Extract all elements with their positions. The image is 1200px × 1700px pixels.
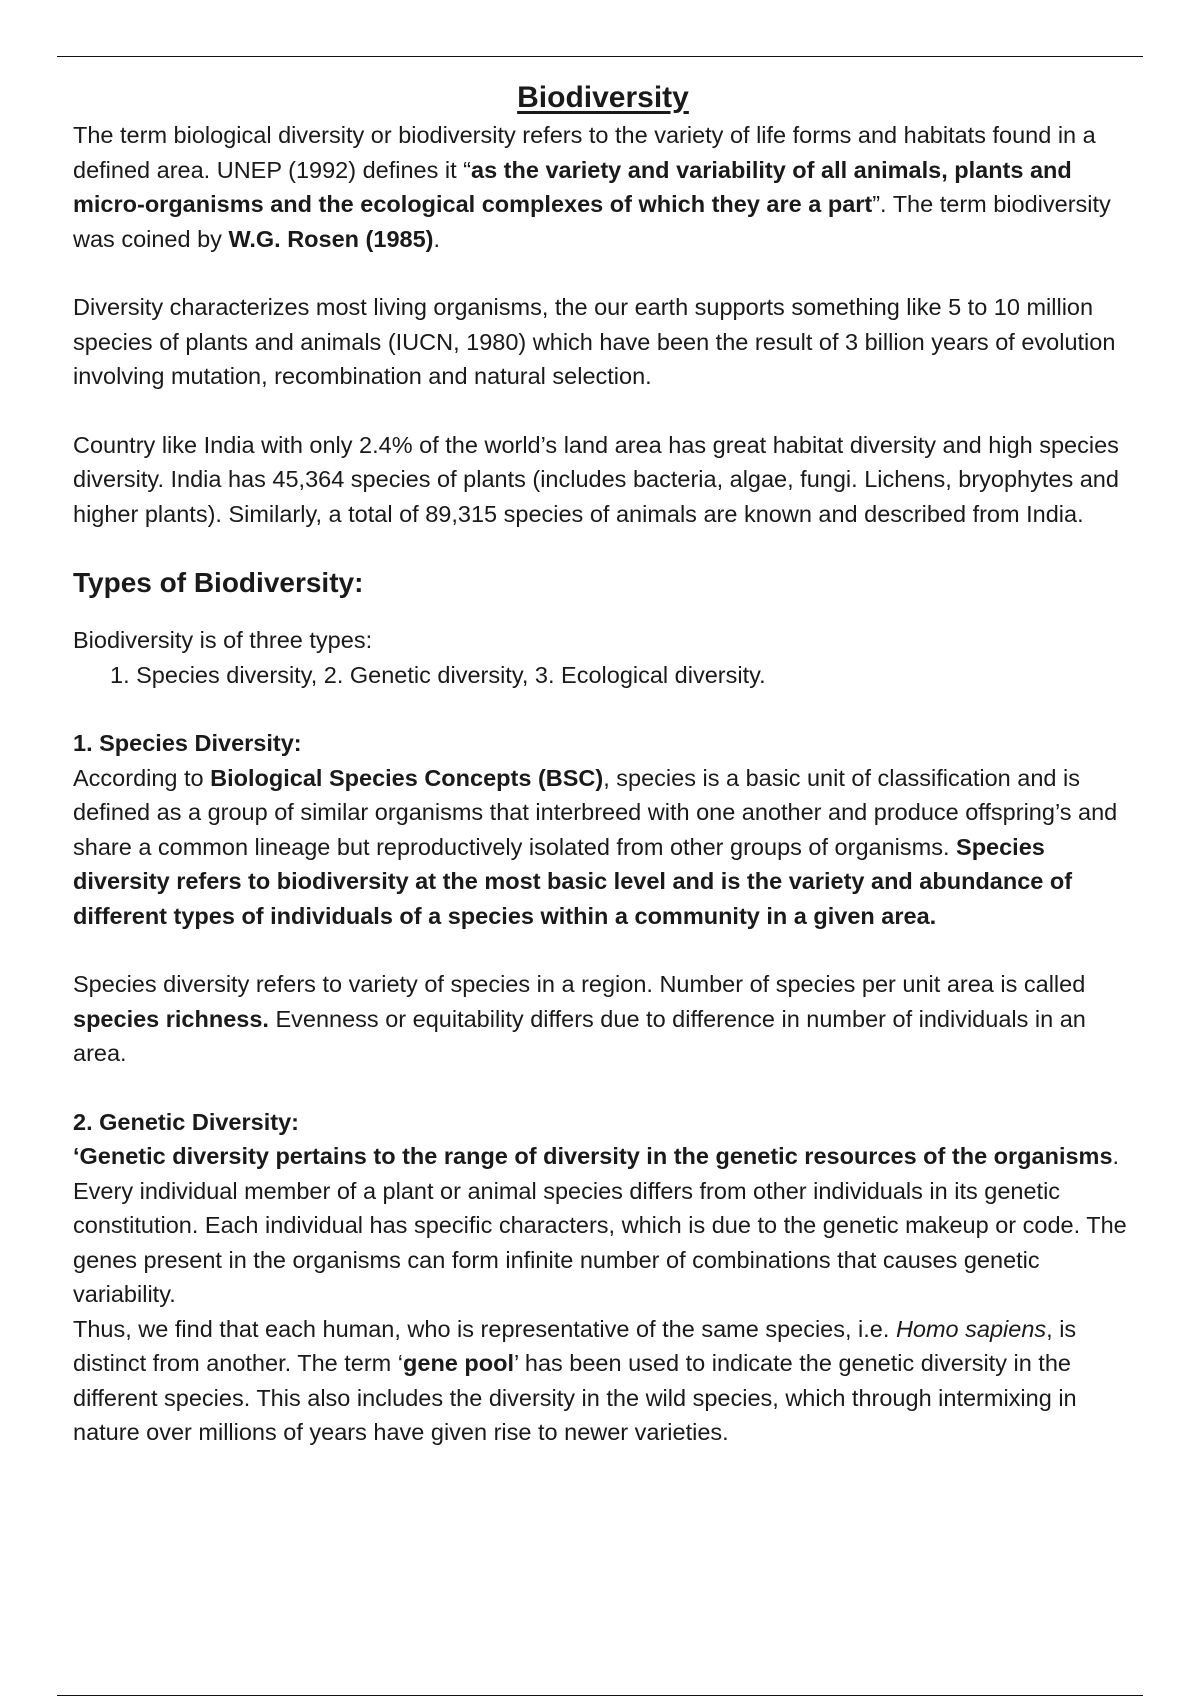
document-body — [73, 78, 1133, 1450]
text-run: ’ has been used to indicate the genetic diversity in the different species. This also includes the diversity in the wild species, which through intermixing in nature over millions of years have given rise to newer varieties. — [73, 1350, 1077, 1445]
intro-paragraph-1 — [73, 118, 1133, 256]
page-title: Biodiversity — [517, 81, 689, 114]
species-name: Homo sapiens — [895, 1315, 1047, 1342]
species-definition: Species diversity refers to biodiversity at the most basic level and is the variety and abundance of different types of individuals of a species within a community in a given area. — [73, 833, 1073, 929]
species-richness-term: species richness. — [73, 1005, 269, 1032]
top-rule — [57, 56, 1143, 57]
species-paragraph-1 — [73, 761, 1133, 934]
text-run: Thus, we find that each human, who is representative of the same species, i.e. — [73, 1315, 896, 1342]
text-run: . Every individual member of a plant or animal species differs from other individuals in its genetic constitution. Each individual has specific characters, which is due to the genetic makeup or code. The genes present in the organisms can form infinite number of combinations that causes genetic variability. — [73, 1143, 1127, 1307]
text-run: Species diversity refers to variety of species in a region. Number of species per unit area is called — [73, 971, 1086, 997]
genetic-paragraph-2 — [73, 1312, 1133, 1450]
text-run: Evenness or equitability differs due to difference in number of individuals in an area. — [73, 1005, 1086, 1066]
bsc-term: Biological Species Concepts (BSC) — [210, 764, 604, 791]
species-paragraph-2 — [73, 967, 1133, 1071]
types-lead: Biodiversity is of three types: — [73, 627, 373, 653]
species-heading: 1. Species Diversity: — [73, 730, 302, 756]
text-run: , species is a basic unit of classification and is defined as a group of similar organisms that interbreed with one another and produce offspring’s and share a common lineage but reproductively isolated from other groups of organisms. — [73, 764, 1118, 860]
text-run: The term biological diversity or biodiversity refers to the variety of life forms and habitats found in a defined area. UNEP (1992) defines it “ — [73, 122, 1096, 183]
intro-paragraph-2: Diversity characterizes most living organisms, the our earth supports something like 5 to 10 million species of plants and animals (IUCN, 1980) which have been the result of 3 billion years of evolution involving mutation, recombination and natural selection. — [73, 294, 1116, 389]
text-run: According to — [73, 764, 211, 791]
genetic-paragraph-1 — [73, 1139, 1133, 1312]
unep-definition: as the variety and variability of all animals, plants and micro-organisms and the ecological complexes of which they are a part — [73, 156, 1072, 217]
intro-paragraph-3: Country like India with only 2.4% of the world’s land area has great habitat diversity and high species diversity. India has 45,364 species of plants (includes bacteria, algae, fungi. Lichens, bryophytes and higher plants). Similarly, a total of 89,315 species of animals are known and described from India. — [73, 431, 1119, 527]
text-run: ”. The term biodiversity was coined by — [73, 191, 1111, 252]
types-list: 1. Species diversity, 2. Genetic diversity, 3. Ecological diversity. — [110, 661, 766, 688]
bottom-rule — [57, 1695, 1143, 1696]
text-run: , is distinct from another. The term ‘ — [73, 1315, 1077, 1376]
genetic-definition: ‘Genetic diversity pertains to the range of diversity in the genetic resources of the organisms — [73, 1143, 1113, 1169]
text-run: . — [433, 225, 441, 252]
genetic-heading: 2. Genetic Diversity: — [73, 1108, 299, 1135]
coined-by: W.G. Rosen (1985) — [228, 225, 434, 252]
types-heading: Types of Biodiversity: — [73, 567, 364, 598]
gene-pool-term: gene pool — [403, 1350, 514, 1376]
